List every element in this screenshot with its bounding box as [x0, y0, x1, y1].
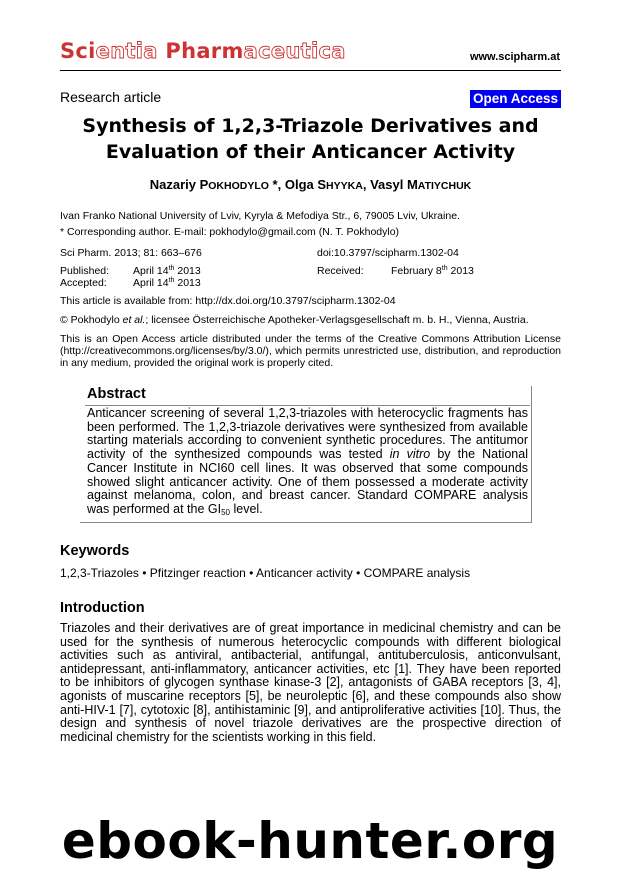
citation: Sci Pharm. 2013; 81: 663–676: [60, 247, 202, 259]
keywords-text: 1,2,3-Triazoles • Pfitzinger reaction • Anticancer activity • COMPARE analysis: [60, 566, 471, 580]
author-list: [60, 177, 561, 192]
doi[interactable]: doi:10.3797/scipharm.1302-04: [317, 247, 459, 259]
corresponding-author[interactable]: * Corresponding author. E-mail: pokhodylo@gmail.com (N. T. Pokhodylo): [60, 226, 400, 238]
published-label: Published:: [60, 265, 110, 277]
accepted-date: April 14th 2013: [133, 277, 201, 289]
introduction-text: Triazoles and their derivatives are of great importance in medicinal chemistry and can be used for the synthesis of numerous heterocyclic compounds with different biological activities such as antiviral, antibacterial, antifungal, antituberculosis, anticonvulsant, antidepressant, anti-inflammatory, anticancer activities, etc [1]. They have been reported to be inhibitors of glycogen synthase kinase-3 [2], antagonists of GABA receptors [3, 4], agonists of muscarine receptors [5], be neuroleptic [6], and these compounds also show anti-HIV-1 [7], cytotoxic [8], antihistaminic [9], and antiproliferative activities [10]. Thus, the design and synthesis of novel triazole derivatives are the prospective direction of medicinal chemistry for the scientists working in this field.: [60, 621, 561, 744]
open-access-badge: Open Access: [470, 90, 561, 108]
abstract-text: Anticancer screening of several 1,2,3-triazoles with heterocyclic fragments has been performed. The 1,2,3-triazole derivatives were synthesized from available starting materials according to convenient synthetic procedures. The antitumor activity of the synthesized compounds was tested in vitro by the National Cancer Institute in NCI60 cell lines. It was observed that some compounds showed slight anticancer activity. One of them possessed a moderate activity against melanoma, colon, and breast cancer. Standard COMPARE analysis was performed at the $GI_{50}$ level.: [87, 406, 528, 517]
title-line-1: Synthesis of 1,2,3-Triazole Derivatives and: [82, 115, 539, 137]
published-date: April 14th 2013: [133, 265, 201, 277]
article-type: Research article: [60, 89, 162, 105]
journal-logo: Scientia Pharmaceutica: [60, 39, 346, 63]
author-3: Vasyl MATIYCHUK: [370, 177, 472, 192]
received-date: February 8th 2013: [391, 265, 474, 277]
journal-website[interactable]: www.scipharm.at: [469, 51, 560, 63]
watermark: ebook-hunter.org: [61, 812, 559, 870]
copyright: © Pokhodylo et al.; licensee Österreichische Apotheker-Verlagsgesellschaft m. b. H., Vienna, Austria.: [60, 314, 529, 326]
article-title: [60, 113, 561, 165]
keywords-heading: Keywords: [60, 543, 130, 559]
header-rule: [60, 70, 561, 71]
license-statement: This is an Open Access article distributed under the terms of the Creative Commons Attribution License (http://creativecommons.org/licenses/by/3.0/), which permits unrestricted use, distribution, and reproduction in any medium, provided the original work is properly cited.: [60, 333, 561, 369]
accepted-label: Accepted:: [60, 277, 107, 289]
author-2: Olga SHYYKA,: [284, 177, 367, 192]
affiliation: Ivan Franko National University of Lviv, Kyryla & Mefodiya Str., 6, 79005 Lviv, Ukraine.: [60, 210, 460, 222]
introduction-heading: Introduction: [60, 600, 145, 616]
author-1: Nazariy POKHODYLO *,: [149, 177, 282, 192]
abstract-heading: Abstract: [87, 386, 146, 402]
title-line-2: Evaluation of their Anticancer Activity: [105, 141, 516, 163]
availability-link[interactable]: This article is available from: http://dx.doi.org/10.3797/scipharm.1302-04: [60, 295, 396, 307]
received-label: Received:: [317, 265, 364, 277]
